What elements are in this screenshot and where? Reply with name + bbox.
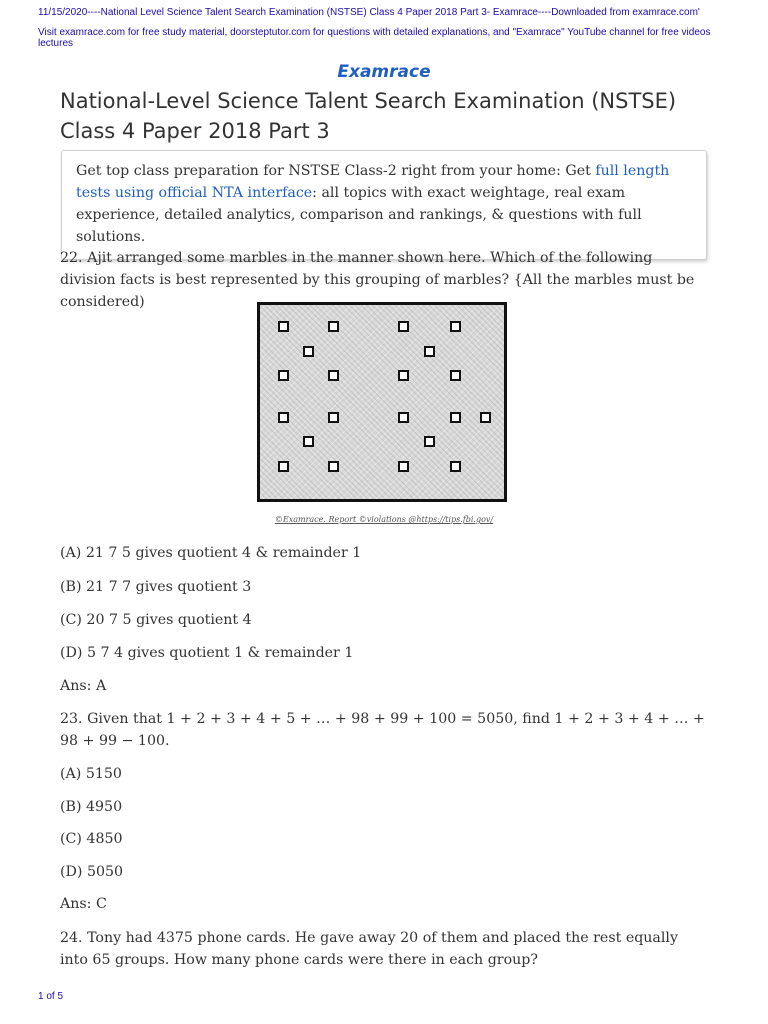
marble [450, 412, 461, 423]
marble [278, 461, 289, 472]
marble [398, 412, 409, 423]
visit-notice: Visit examrace.com for free study material, doorsteptutor.com for questions with detailed explanations, and "Examrace" YouTube channel for free videos lectures [38, 27, 711, 49]
marble [328, 321, 339, 332]
question-23-answer: Ans: C [60, 896, 107, 912]
page-counter: 1 of 5 [38, 991, 64, 1002]
marbles-figure [257, 302, 507, 502]
marble [424, 346, 435, 357]
marble [450, 321, 461, 332]
marble [328, 412, 339, 423]
promo-text-before: Get top class preparation for NSTSE Class-2 right from your home: Get [76, 163, 596, 179]
question-22-option-a: (A) 21 7 5 gives quotient 4 & remainder 1 [60, 545, 362, 561]
marble [278, 412, 289, 423]
question-22-option-c: (C) 20 7 5 gives quotient 4 [60, 612, 252, 628]
marble [450, 461, 461, 472]
marble [480, 412, 491, 423]
marble [303, 436, 314, 447]
marble [398, 321, 409, 332]
promo-box [61, 150, 707, 260]
figure-caption[interactable]: ©Examrace. Report ©violations @https://tips.fbi.gov/ [274, 515, 494, 524]
brand-logo-text[interactable]: Examrace [337, 62, 431, 82]
marble [328, 370, 339, 381]
marble [398, 461, 409, 472]
marble [424, 436, 435, 447]
full-length-tests-link[interactable]: full length tests using official NTA interface [76, 163, 670, 201]
page-title: National-Level Science Talent Search Examination (NSTSE) Class 4 Paper 2018 Part 3 [60, 89, 677, 143]
question-23-option-b: (B) 4950 [60, 799, 123, 815]
marble [278, 370, 289, 381]
question-24-text: 24. Tony had 4375 phone cards. He gave away 20 of them and placed the rest equally into 65 groups. How many phone cards were there in each group? [60, 930, 678, 968]
question-22-option-d: (D) 5 7 4 gives quotient 1 & remainder 1 [60, 645, 354, 661]
question-23-option-d: (D) 5050 [60, 864, 124, 880]
download-header: 11/15/2020----National Level Science Talent Search Examination (NSTSE) Class 4 Paper 2018 Part 3- Examrace----Downloaded from examrace.com' [38, 7, 700, 18]
question-22-text: 22. Ajit arranged some marbles in the manner shown here. Which of the following division facts is best represented by this grouping of marbles? {All the marbles must be considered) [60, 250, 695, 310]
marble [328, 461, 339, 472]
question-22-answer: Ans: A [60, 678, 107, 694]
marble [398, 370, 409, 381]
marble [303, 346, 314, 357]
question-23-option-a: (A) 5150 [60, 766, 122, 782]
marble [278, 321, 289, 332]
question-23-option-c: (C) 4850 [60, 831, 123, 847]
question-23-text: 23. Given that 1 + 2 + 3 + 4 + 5 + … + 98 + 99 + 100 = 5050, find 1 + 2 + 3 + 4 + … + 98 + 99 − 100. [60, 711, 705, 749]
question-22-option-b: (B) 21 7 7 gives quotient 3 [60, 579, 252, 595]
promo-text-after: : all topics with exact weightage, real exam experience, detailed analytics, comparison and rankings, & questions with full solutions. [76, 185, 642, 245]
marble [450, 370, 461, 381]
